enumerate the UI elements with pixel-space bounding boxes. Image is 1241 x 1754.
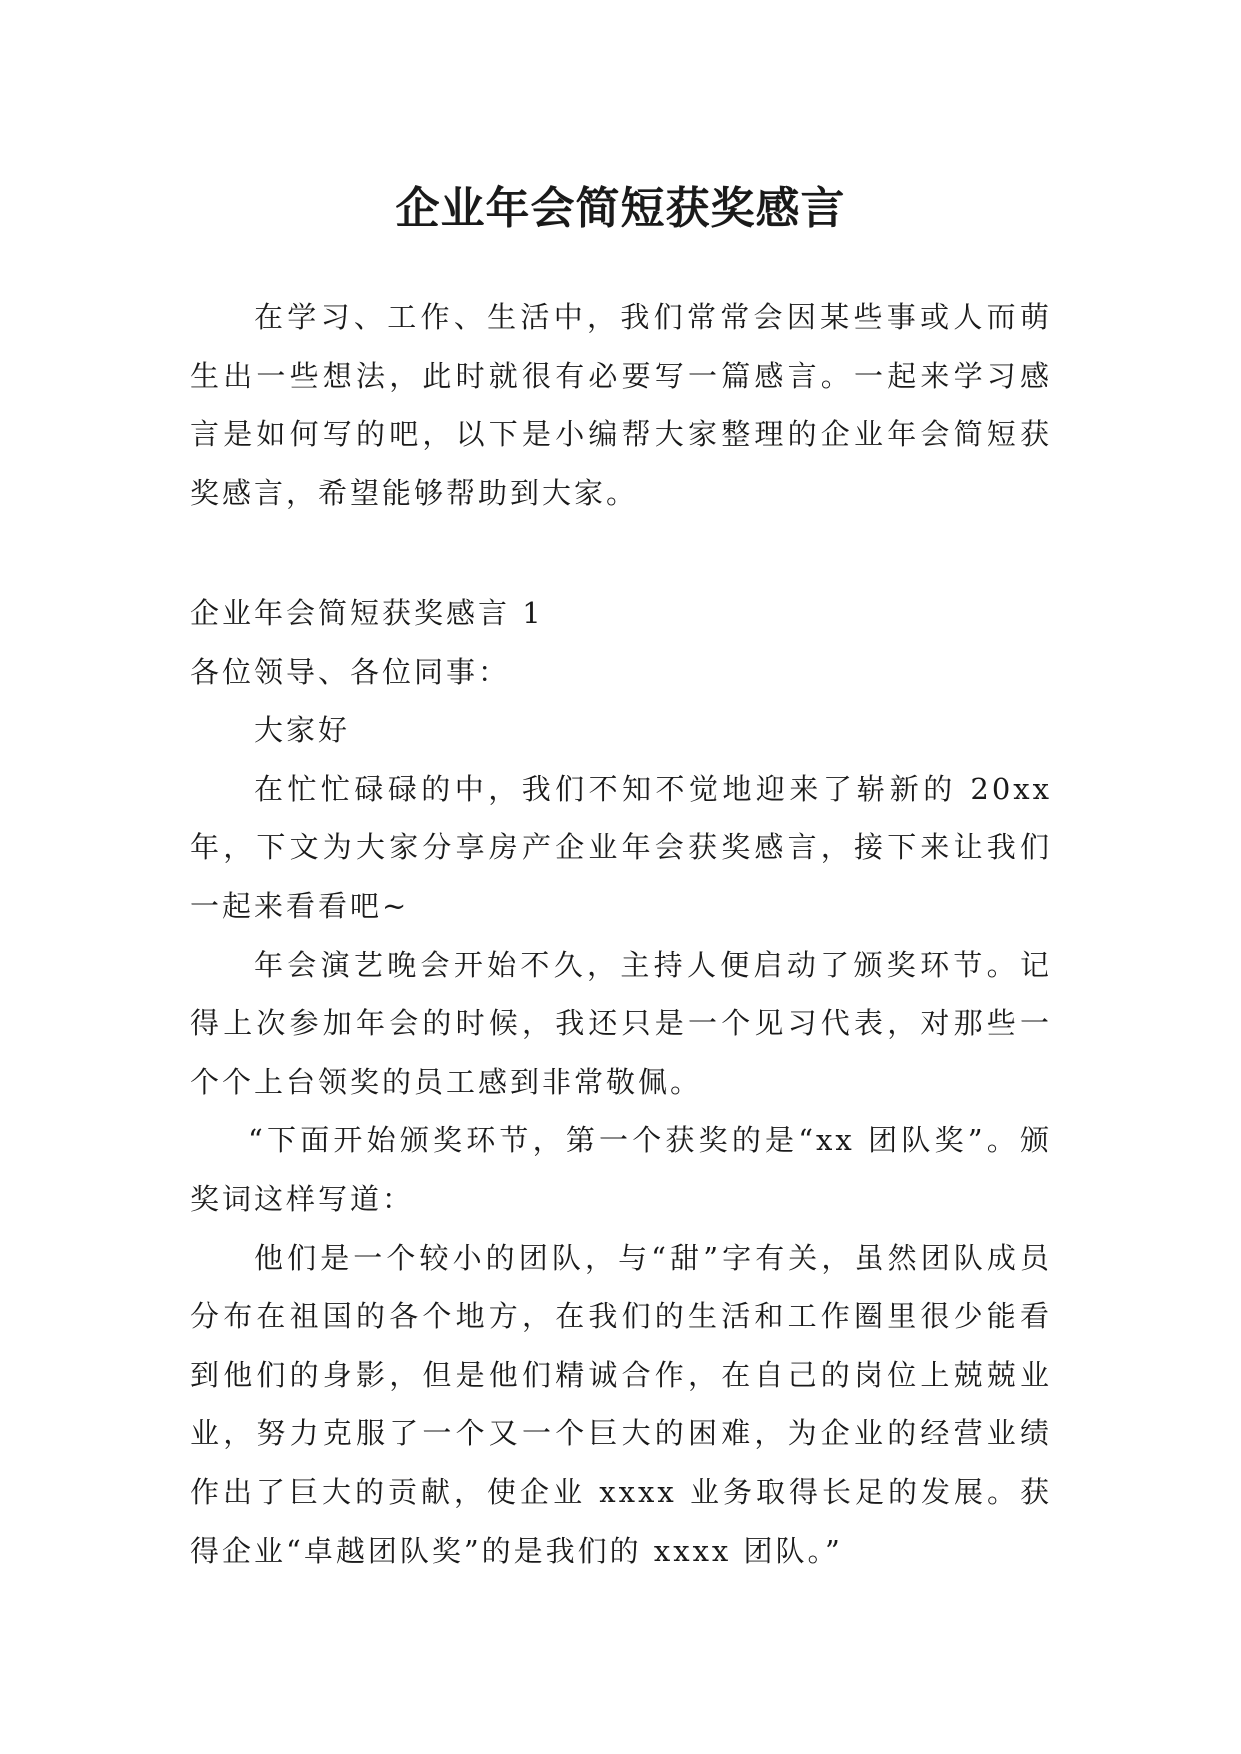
paragraph-3: “下面开始颁奖环节，第一个获奖的是“xx 团队奖”。颁奖词这样写道：: [190, 1123, 1052, 1216]
paragraph-2: 年会演艺晚会开始不久，主持人便启动了颁奖环节。记得上次参加年会的时候，我还只是一个见习代表，对那些一个个上台领奖的员工感到非常敬佩。: [190, 947, 1052, 1099]
greeting: 大家好: [254, 713, 351, 748]
section-1: [190, 584, 1052, 1580]
paragraph-4: 他们是一个较小的团队，与“甜”字有关，虽然团队成员分布在祖国的各个地方，在我们的生活和工作圈里很少能看到他们的身影，但是他们精诚合作，在自己的岗位上兢兢业业，努力克服了一个又一个巨大的困难，为企业的经营业绩作出了巨大的贡献，使企业 xxxx 业务取得长足的发展。获得企业“卓越团队奖”的是我们的 xxxx 团队。”: [190, 1240, 1052, 1568]
section-heading: 企业年会简短获奖感言 1: [190, 596, 544, 630]
paragraph-1: 在忙忙碌碌的中，我们不知不觉地迎来了崭新的 20xx 年，下文为大家分享房产企业年会获奖感言，接下来让我们一起来看看吧~: [190, 771, 1052, 923]
document-title: 企业年会简短获奖感言: [395, 183, 846, 235]
salutation: 各位领导、各位同事：: [190, 654, 511, 689]
intro-paragraph: 在学习、工作、生活中，我们常常会因某些事或人而萌生出一些想法，此时就很有必要写一篇感言。一起来学习感言是如何写的吧，以下是小编帮大家整理的企业年会简短获奖感言，希望能够帮助到大家。: [190, 300, 1052, 510]
